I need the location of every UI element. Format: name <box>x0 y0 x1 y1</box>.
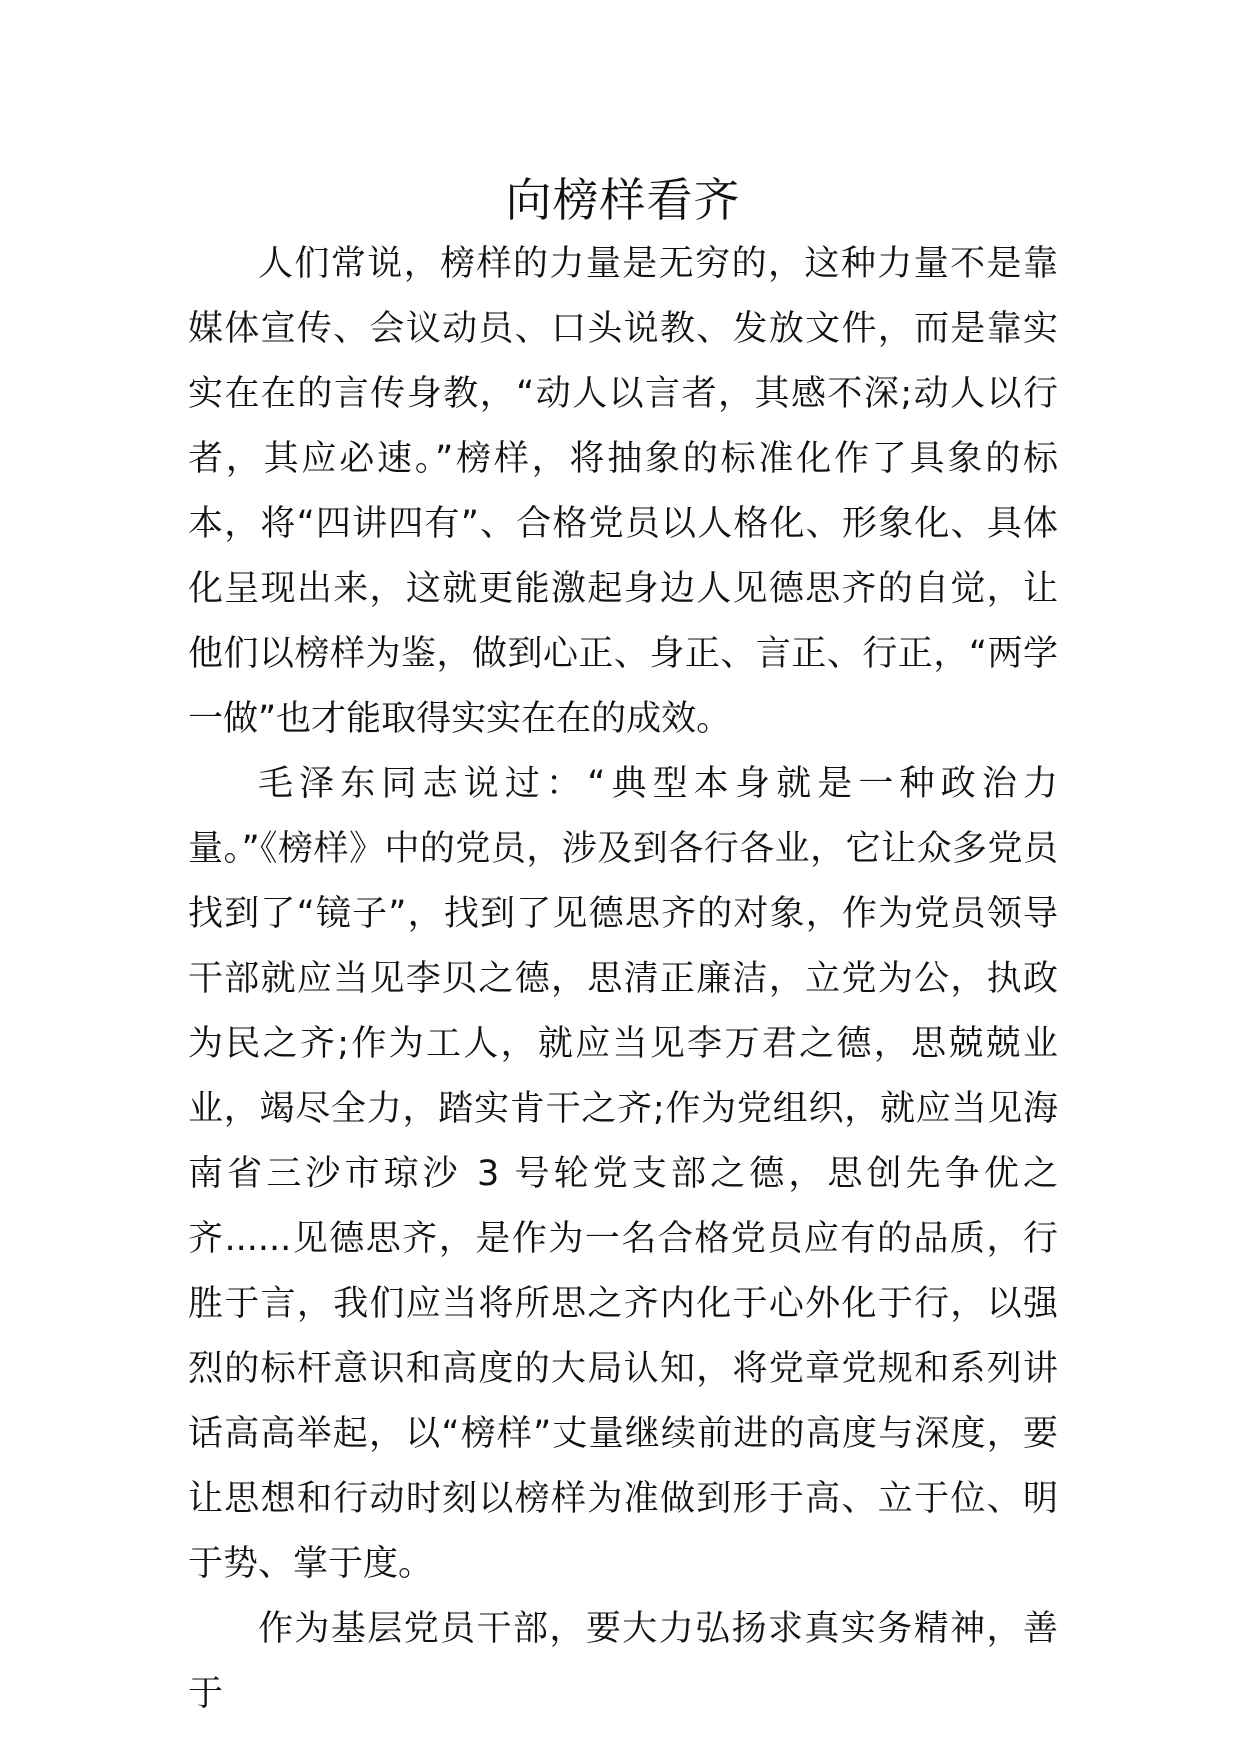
paragraph-1: 人们常说，榜样的力量是无穷的，这种力量不是靠媒体宣传、会议动员、口头说教、发放文件，而是靠实实在在的言传身教，“动人以言者，其感不深;动人以行者，其应必速。”榜样，将抽象的标准化作了具象的标本，将“四讲四有”、合格党员以人格化、形象化、具体化呈现出来，这就更能激起身边人见德思齐的自觉，让他们以榜样为鉴，做到心正、身正、言正、行正，“两学一做”也才能取得实实在在的成效。 <box>188 244 1058 739</box>
document-title: 向榜样看齐 <box>505 173 741 227</box>
paragraph-3: 作为基层党员干部，要大力弘扬求真实务精神，善于 <box>188 1609 1058 1714</box>
paragraph-2: 毛泽东同志说过：“典型本身就是一种政治力量。”《榜样》中的党员，涉及到各行各业，它让众多党员找到了“镜子”，找到了见德思齐的对象，作为党员领导干部就应当见李贝之德，思清正廉洁，立党为公，执政为民之齐;作为工人，就应当见李万君之德，思兢兢业业，竭尽全力，踏实肯干之齐;作为党组织，就应当见海南省三沙市琼沙 3 号轮党支部之德，思创先争优之齐......见德思齐，是作为一名合格党员应有的品质，行胜于言，我们应当将所思之齐内化于心外化于行，以强烈的标杆意识和高度的大局认知，将党章党规和系列讲话高高举起，以“榜样”丈量继续前进的高度与深度，要让思想和行动时刻以榜样为准做到形于高、立于位、明于势、掌于度。 <box>188 764 1058 1584</box>
document-page <box>188 170 1058 1727</box>
